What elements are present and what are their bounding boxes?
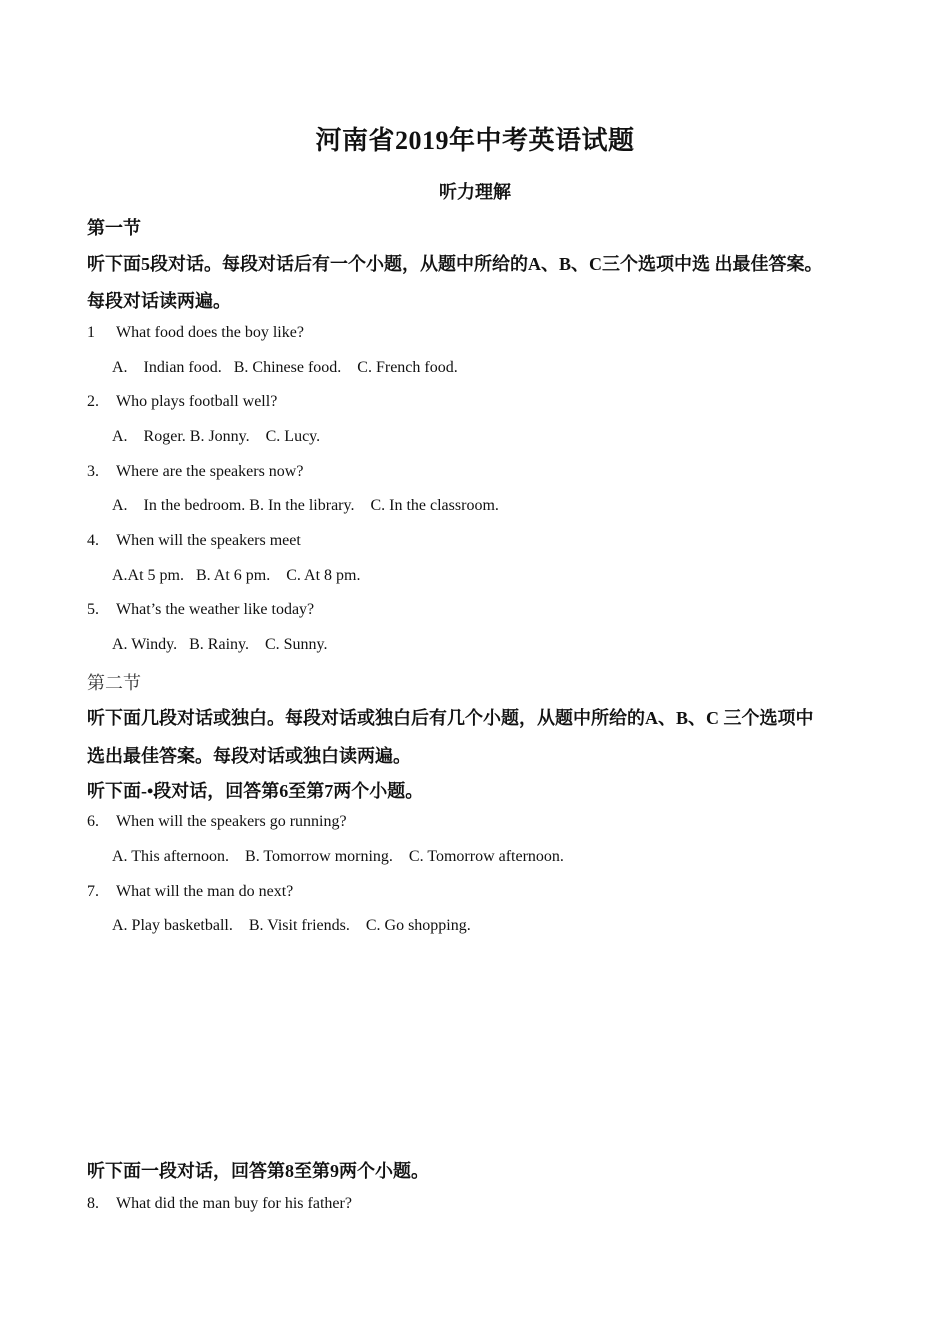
question-2-options: A. Roger. B. Jonny. C. Lucy.	[112, 428, 321, 445]
section1-instruction-line2: 每段对话读两遍。	[87, 291, 231, 311]
question-number: 8.	[87, 1195, 99, 1212]
section1-instruction-line1: 听下面5段对话。每段对话后有一个小题，从题中所给的A、B、C三个选项中选 出最佳答案。	[87, 254, 823, 274]
question-number: 3.	[87, 463, 99, 480]
question-number: 6.	[87, 813, 99, 830]
question-1-options: A. Indian food. B. Chinese food. C. French food.	[112, 359, 458, 376]
question-6	[87, 813, 347, 831]
dialogue-group-2-instruction: 听下面一段对话，回答第8至第9两个小题。	[87, 1161, 429, 1181]
section2-heading: 第二节	[87, 673, 141, 693]
question-text: What did the man buy for his father?	[116, 1195, 352, 1212]
question-number: 7.	[87, 883, 99, 900]
question-4-options: A.At 5 pm. B. At 6 pm. C. At 8 pm.	[112, 567, 361, 584]
question-5	[87, 601, 314, 619]
question-number: 2.	[87, 393, 99, 410]
section-title: 听力理解	[439, 182, 511, 202]
question-number: 1	[87, 324, 95, 341]
question-text: When will the speakers meet	[116, 532, 301, 549]
question-text: What food does the boy like?	[116, 324, 304, 341]
question-1	[87, 324, 304, 342]
question-5-options: A. Windy. B. Rainy. C. Sunny.	[112, 636, 328, 653]
question-7-options: A. Play basketball. B. Visit friends. C. Go shopping.	[112, 917, 471, 934]
question-text: What will the man do next?	[116, 883, 294, 900]
section1-heading: 第一节	[87, 218, 141, 238]
question-number: 5.	[87, 601, 99, 618]
question-3-options: A. In the bedroom. B. In the library. C. In the classroom.	[112, 497, 499, 514]
question-4	[87, 532, 301, 550]
dialogue-group-1-instruction: 听下面-•段对话，回答第6至第7两个小题。	[87, 781, 424, 801]
section2-instruction-line2: 选出最佳答案。每段对话或独白读两遍。	[87, 746, 411, 766]
question-6-options: A. This afternoon. B. Tomorrow morning. C. Tomorrow afternoon.	[112, 848, 564, 865]
question-text: When will the speakers go running?	[116, 813, 347, 830]
question-text: What’s the weather like today?	[116, 601, 315, 618]
question-7	[87, 883, 293, 901]
question-text: Where are the speakers now?	[116, 463, 304, 480]
page-title: 河南省2019年中考英语试题	[315, 126, 635, 155]
question-2	[87, 393, 277, 411]
question-3	[87, 463, 303, 481]
question-text: Who plays football well?	[116, 393, 278, 410]
question-8	[87, 1195, 352, 1213]
question-number: 4.	[87, 532, 99, 549]
section2-instruction-line1: 听下面几段对话或独白。每段对话或独白后有几个小题，从题中所给的A、B、C 三个选项中	[87, 708, 814, 728]
